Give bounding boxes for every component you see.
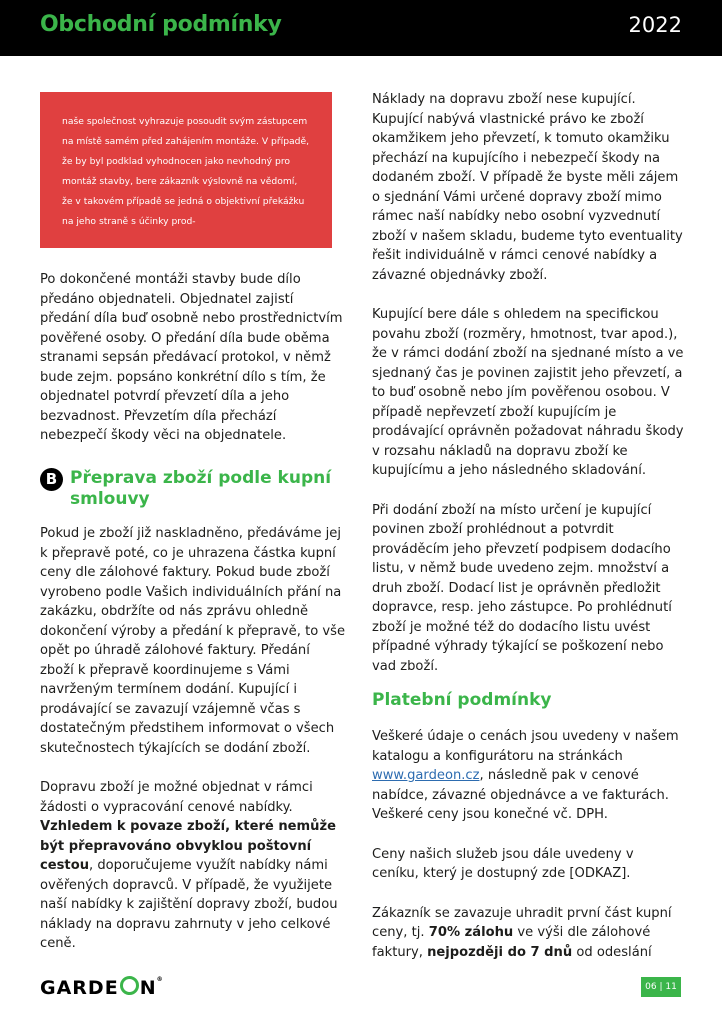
paragraph-delivery-text-a: Dopravu zboží je možné objednat v rámci žádosti o vypracování cenové nabídky. [40,780,313,815]
paragraph-prices-text-b: , následně pak v cenové nabídce, závazné objednávce a ve fakturách. Veškeré ceny jsou konečné vč. DPH. [372,768,669,822]
logo-registered: ® [156,976,164,983]
paragraph-deposit-text-b: ve výši dle zálohové faktury, [372,925,651,960]
paragraph-deposit [372,904,684,963]
paragraph-handover: Po dokončené montáži stavby bude dílo předáno objednateli. Objednatel zajistí předání díla buď osobně nebo prostřednictvím pověřené osoby. O předání díla bude oběma stranami sepsán předávací protokol, v němž bude zejm. popsáno konkrétní dílo s tím, že objednatel potvrdí převzetí díla a jeho bezvadnost. Převzetím díla přechází nebezpečí škody věci na objednatele. [40,272,343,443]
deposit-deadline: nejpozději do 7 dnů [427,944,573,960]
document-title: Obchodní podmínky [40,12,282,37]
payment-heading: Platební podmínky [372,690,552,710]
paragraph-delivery-bold: Vzhledem k povaze zboží, které nemůže být přepravováno obvyklou poštovní cestou [40,819,337,873]
paragraph-transport-costs: Náklady na dopravu zboží nese kupující. Kupující nabývá vlastnické právo ke zboží okamžikem jeho převzetí, k tomuto okamžiku přechází na kupujícího i nebezpečí škody na dodaném zboží. V případě že byste měli zájem o sjednání Vámi určené dopravy zboží mimo rámec naší nabídky nebo osobní vyzvednutí zboží v našem skladu, budeme tyto eventuality řešit individuálně v rámci cenové nabídky a závazné objednávky zboží. [372,92,683,283]
paragraph-buyer-obligations: Kupující bere dále s ohledem na specifickou povahu zboží (rozměry, hmotnost, tvar apod.), že v rámci dodání zboží na sjednané místo a ve sjednaný čas je povinen zajistit jeho převzetí, a to buď osobně nebo jím pověřenou osobou. V případě nepřevzetí zboží kupujícím je prodávající oprávněn požadovat náhradu škody v rozsahu nákladů na dopravu zboží ke kupujícímu a jeho následného skladování. [372,307,684,478]
logo-text-right: N [139,977,157,999]
paragraph-delivery-order [40,778,346,954]
paragraph-transport: Pokud je zboží již naskladněno, předáváme jej k přepravě poté, co je uhrazena částka kupní ceny dle zálohové faktury. Pokud bude zboží vyrobeno podle Vašich individuálních přání na zakázku, obdržíte od nás zprávu ohledně dokončení výroby a předání k přepravě, to vše opět po úhradě zálohové faktury. Předání zboží k přepravě koordinujeme s Vámi navrženým termínem dodání. Kupující i prodávající se zavazují vzájemně včas s dostatečným předstihem informovat o všech skutečnostech týkajících se dodání zboží. [40,526,345,756]
paragraph-prices-text-a: Veškeré údaje o cenách jsou uvedeny v našem katalogu a konfigurátoru na stránkách [372,729,679,764]
section-b-badge: B [40,468,63,491]
paragraph-services: Ceny našich služeb jsou dále uvedeny v ceníku, který je dostupný zde [ODKAZ]. [372,846,634,881]
section-b-title: Přeprava zboží podle kupní smlouvy [70,468,332,509]
document-year: 2022 [628,13,682,37]
deposit-percent: 70% zálohu [428,925,514,940]
paragraph-deposit-text-a: Zákazník se zavazuje uhradit první část kupní ceny, tj. [372,905,672,940]
logo-ring-icon [120,976,139,995]
paragraph-delivery-text-b: , doporučujeme využít nabídky námi ověřených dopravců. V případě, že využijete naší nabídky k zajištění dopravy zboží, budou náklady na dopravu zahrnuty v jeho celkové ceně. [40,858,338,951]
paragraph-prices [372,727,684,825]
gardeon-logo [40,976,164,999]
right-column-bottom [372,727,684,962]
notice-text: naše společnost vyhrazuje posoudit svým zástupcem na místě samém před zahájením montáže. V případě, že by byl podklad vyhodnocen jako nevhodný pro montáž stavby, bere zákazník výslovně na vědomí, že v takovém případě se jedná o objektivní překážku na jeho straně s účinky prod- [62,116,310,227]
logo-text-left: GARDE [40,977,119,999]
paragraph-deposit-text-c: od odeslání [572,944,652,960]
left-column-top [40,270,346,446]
website-link[interactable]: www.gardeon.cz [372,768,480,783]
page-header [0,0,722,56]
page-number: 06 | 11 [641,977,681,997]
right-column-top [372,90,684,676]
paragraph-inspection: Při dodání zboží na místo určení je kupující povinen zboží prohlédnout a potvrdit prováděcím jeho převzetí podpisem dodacího listu, v němž bude uvedeno zejm. množství a druh zboží. Dodací list je oprávněn předložit dopravce, resp. jeho zástupce. Po prohlédnutí zboží je možné též do dodacího listu uvést případné výhrady týkající se poškození nebo vad zboží. [372,502,672,674]
notice-box [40,92,332,248]
left-column-bottom [40,524,346,954]
